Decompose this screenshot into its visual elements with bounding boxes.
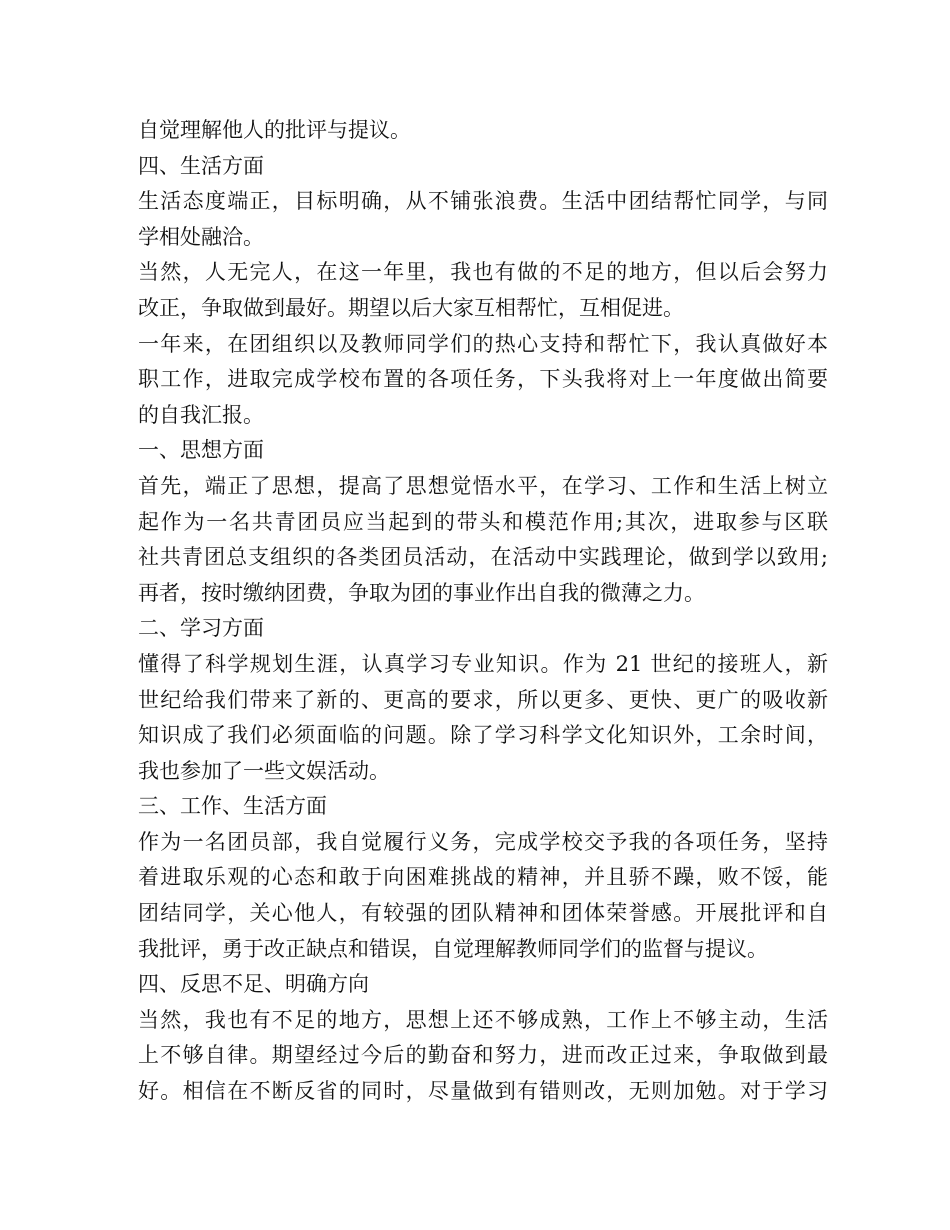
- text-line: 世纪给我们带来了新的、更高的要求，所以更多、更快、更广的吸收新: [138, 687, 828, 712]
- text-line: 我批评，勇于改正缺点和错误，自觉理解教师同学们的监督与提议。: [138, 936, 768, 961]
- text-line: 作为一名团员部，我自觉履行义务，完成学校交予我的各项任务，坚持: [138, 829, 828, 854]
- section-heading: 三、工作、生活方面: [138, 794, 327, 819]
- text-line: 着进取乐观的心态和敢于向困难挑战的精神，并且骄不躁，败不馁，能: [138, 865, 828, 890]
- text-line: 一年来，在团组织以及教师同学们的热心支持和帮忙下，我认真做好本: [138, 331, 828, 356]
- text-line: 知识成了我们必须面临的问题。除了学习科学文化知识外，工余时间，: [138, 723, 828, 748]
- text-line: 改正，争取做到最好。期望以后大家互相帮忙，互相促进。: [138, 295, 684, 320]
- text-line: 学相处融洽。: [138, 224, 264, 249]
- text-line: 上不够自律。期望经过今后的勤奋和努力，进而改正过来，争取做到最: [138, 1043, 828, 1068]
- text-line: 的自我汇报。: [138, 402, 264, 427]
- text-line: 自觉理解他人的批评与提议。: [138, 118, 411, 142]
- text-line: 团结同学，关心他人，有较强的团队精神和团体荣誉感。开展批评和自: [138, 901, 828, 926]
- text-line: 职工作，进取完成学校布置的各项任务，下头我将对上一年度做出简要: [138, 367, 828, 392]
- text-line: 当然，我也有不足的地方，思想上还不够成熟，工作上不够主动，生活: [138, 1007, 828, 1032]
- text-line: 生活态度端正，目标明确，从不铺张浪费。生活中团结帮忙同学，与同: [138, 189, 828, 214]
- text-line: 社共青团总支组织的各类团员活动，在活动中实践理论，做到学以致用;: [138, 545, 828, 570]
- section-heading: 二、学习方面: [138, 616, 264, 641]
- text-line: 我也参加了一些文娱活动。: [138, 758, 390, 783]
- section-heading: 一、思想方面: [138, 438, 264, 463]
- text-line: 好。相信在不断反省的同时，尽量做到有错则改，无则加勉。对于学习: [138, 1079, 828, 1104]
- text-line: 起作为一名共青团员应当起到的带头和模范作用;其次，进取参与区联: [138, 509, 828, 534]
- section-heading: 四、生活方面: [138, 153, 264, 178]
- section-heading: 四、反思不足、明确方向: [138, 972, 369, 997]
- document-body: [138, 113, 828, 1110]
- text-line: 再者，按时缴纳团费，争取为团的事业作出自我的微薄之力。: [138, 580, 705, 605]
- text-line: 当然，人无完人，在这一年里，我也有做的不足的地方，但以后会努力: [138, 260, 828, 285]
- text-line: 首先，端正了思想，提高了思想觉悟水平，在学习、工作和生活上树立: [138, 473, 828, 498]
- text-line: 懂得了科学规划生涯，认真学习专业知识。作为 21 世纪的接班人，新: [138, 651, 828, 676]
